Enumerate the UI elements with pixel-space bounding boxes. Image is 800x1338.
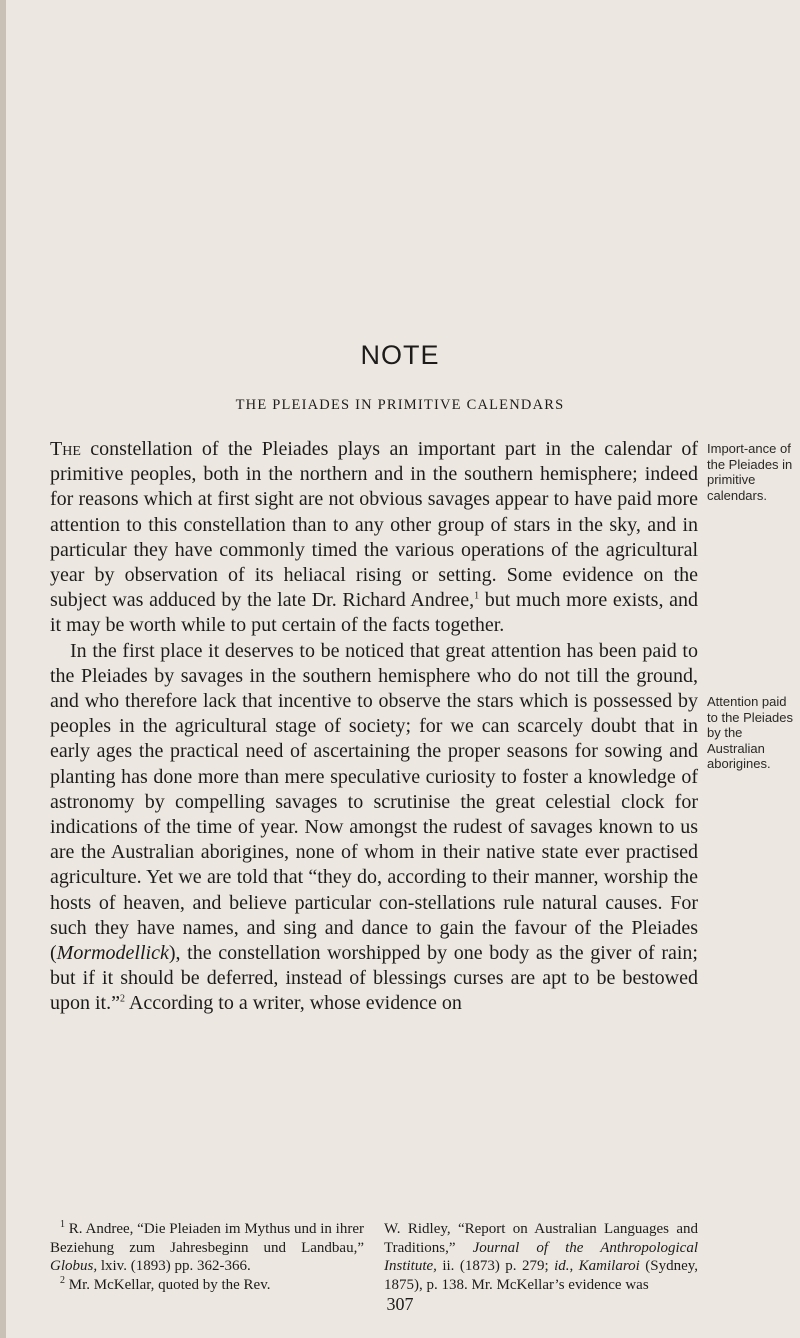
page-title: NOTE — [360, 340, 440, 370]
footnotes-left-column — [50, 1220, 364, 1294]
footnote-2-text: Mr. McKellar, quoted by the Rev. — [65, 1276, 271, 1293]
sidenote-attention: Attention paid to the Pleiades by the Australian aborigines. — [707, 694, 794, 771]
opening-word: The — [50, 438, 81, 460]
footnote-1-mark: 1 — [60, 1219, 65, 1230]
footnote-right-idem: id. — [554, 1258, 570, 1274]
footnote-right-text-b: ii. (1873) p. 279; — [436, 1258, 555, 1274]
footnote-1 — [50, 1220, 364, 1276]
paragraph-2-continued: ), the constellation worshipped by one body as the giver of rain; but if it should be deferred, instead of blessings curses are apt to be bestowed upon it.” — [50, 942, 698, 1015]
paragraph-2-text: In the first place it deserves to be noticed that great attention has been paid to the Pleiades by savages in the southern hemisphere who do not till the ground, and who therefore lack that incentive to observe the stars which is possessed by peoples in the agricultural stage of society; for we can scarcely doubt that in early ages the practical need of ascertaining the proper seasons for sowing and planting has done more than mere speculative curiosity to foster a knowledge of astronomy by compelling savages to scrutinise the great celestial clock for indications of the time of year. Now amongst the rudest of savages known to us are the Australian aborigines, none of whom in their native state ever practised agriculture. Yet we are told that “they do, according to their manner, worship the hosts of heaven, and believe particular con-stellations rule natural causes. For such they have names, and sing and dance to gain the favour of the Pleiades ( — [50, 639, 698, 965]
footnotes-right-column — [384, 1220, 698, 1294]
page-number: 307 — [386, 1294, 414, 1314]
footnote-right-text-d: (Sydney, 1875), p. 138. Mr. McKellar’s evidence was — [384, 1258, 698, 1293]
body-text — [50, 437, 698, 1017]
footnote-2-mark: 2 — [60, 1274, 65, 1286]
page-edge-shadow — [0, 0, 6, 1338]
footnote-1-text: R. Andree, “Die Pleiaden im Mythus und in ihrer Beziehung zum Jahresbeginn und Landbau,” — [50, 1221, 364, 1256]
footnote-right-text-c: , — [569, 1258, 579, 1274]
paragraph-1-text: constellation of the Pleiades plays an important part in the calendar of primitive peoples, both in the northern and in the southern hemisphere; indeed for reasons which at first sight are not obvious savages appear to have paid more attention to this constellation than to any other group of stars in the sky, and in particular they have commonly timed the various operations of the agricultural year by observation of its heliacal rising or setting. Some evidence on the subject was adduced by the late Dr. Richard Andree, — [50, 438, 698, 612]
footnote-ref-2[interactable]: 2 — [120, 993, 125, 1005]
footnotes — [50, 1220, 698, 1294]
italic-term: Mormodellick — [56, 942, 169, 965]
paragraph-1-tail: but much more exists, and it may be worth while to put certain of the facts together. — [50, 589, 698, 637]
footnote-right-text-a: W. Ridley, “Report on Australian Languages and Traditions,” — [384, 1221, 698, 1256]
chapter-subtitle: THE PLEIADES IN PRIMITIVE CALENDARS — [235, 397, 565, 413]
footnote-ref-1[interactable]: 1 — [474, 590, 480, 602]
footnote-1-tail: lxiv. (1893) pp. 362-366. — [97, 1258, 251, 1274]
footnote-2 — [50, 1276, 364, 1295]
footnote-1-journal: Globus, — [50, 1258, 98, 1274]
paragraph-2 — [50, 639, 698, 1017]
paragraph-2-tail: According to a writer, whose evidence on — [125, 992, 462, 1015]
sidenote-importance: Import-ance of the Pleiades in primitive calendars. — [707, 441, 793, 503]
paragraph-1 — [50, 437, 698, 639]
footnote-right-journal: Journal of the Anthropological Institute, — [384, 1239, 699, 1274]
footnote-right-book: Kamilaroi — [578, 1258, 640, 1274]
footnote-1-continued — [384, 1220, 698, 1294]
